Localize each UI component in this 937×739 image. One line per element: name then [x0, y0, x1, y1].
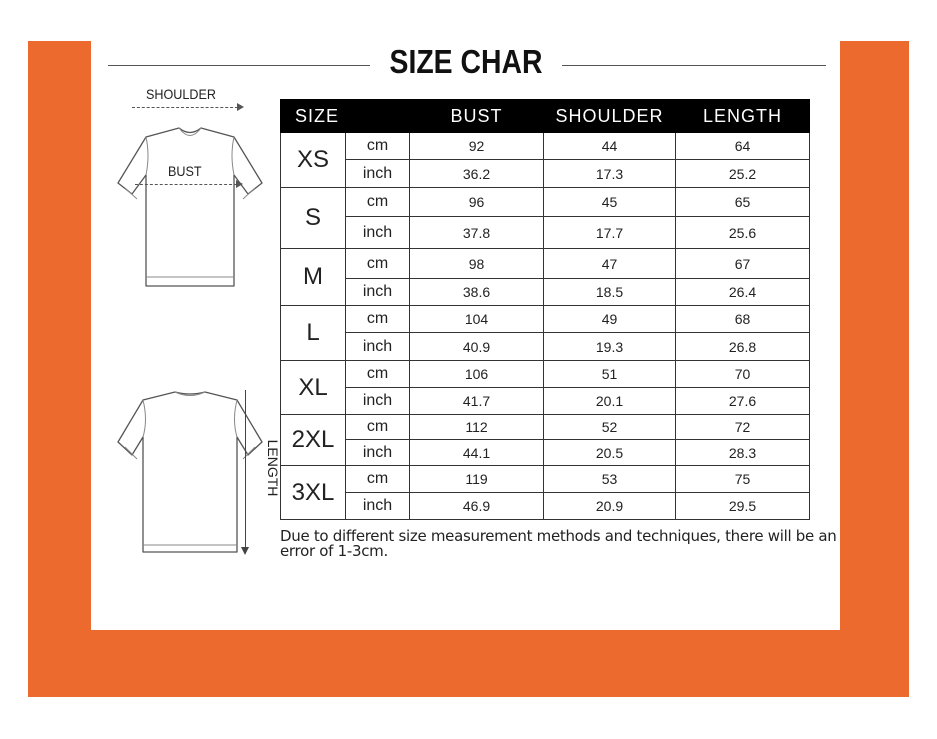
- unit-cm: cm: [346, 466, 410, 493]
- length-value: 27.6: [676, 388, 810, 415]
- bust-value: 44.1: [410, 440, 544, 466]
- shoulder-value: 51: [544, 361, 676, 388]
- size-label: S: [281, 188, 346, 249]
- bust-value: 92: [410, 133, 544, 160]
- size-label: 3XL: [281, 466, 346, 520]
- shoulder-value: 19.3: [544, 333, 676, 361]
- size-label: XS: [281, 133, 346, 188]
- shoulder-value: 20.9: [544, 493, 676, 520]
- length-value: 64: [676, 133, 810, 160]
- bust-label: BUST: [168, 163, 202, 179]
- length-value: 26.8: [676, 333, 810, 361]
- bust-value: 106: [410, 361, 544, 388]
- table-row: [281, 217, 810, 249]
- table-row: [281, 333, 810, 361]
- title-rule-left: [108, 65, 370, 66]
- length-value: 26.4: [676, 279, 810, 306]
- measurement-note: Due to different size measurement methods and techniques, there will be an error of 1-3cm.: [280, 527, 837, 560]
- bust-arrow-icon: [135, 184, 237, 185]
- size-label: M: [281, 249, 346, 306]
- page-title: SIZE CHAR: [389, 43, 543, 80]
- bust-value: 98: [410, 249, 544, 279]
- shoulder-value: 52: [544, 415, 676, 440]
- unit-cm: cm: [346, 415, 410, 440]
- shoulder-label: SHOULDER: [146, 86, 217, 102]
- table-row: [281, 133, 810, 160]
- table-row: [281, 249, 810, 279]
- size-table: [280, 99, 810, 520]
- unit-inch: inch: [346, 279, 410, 306]
- length-value: 65: [676, 188, 810, 217]
- table-row: [281, 188, 810, 217]
- length-value: 29.5: [676, 493, 810, 520]
- unit-inch: inch: [346, 333, 410, 361]
- shoulder-value: 18.5: [544, 279, 676, 306]
- table-row: [281, 279, 810, 306]
- unit-inch: inch: [346, 493, 410, 520]
- unit-inch: inch: [346, 388, 410, 415]
- bust-value: 37.8: [410, 217, 544, 249]
- length-value: 28.3: [676, 440, 810, 466]
- length-value: 25.6: [676, 217, 810, 249]
- title-rule-right: [562, 65, 826, 66]
- header-size: SIZE: [281, 100, 410, 133]
- table-row: [281, 361, 810, 388]
- length-value: 68: [676, 306, 810, 333]
- bust-value: 41.7: [410, 388, 544, 415]
- header-shoulder: SHOULDER: [544, 100, 676, 133]
- table-header-row: [281, 100, 810, 133]
- unit-cm: cm: [346, 188, 410, 217]
- shoulder-value: 20.5: [544, 440, 676, 466]
- shoulder-value: 47: [544, 249, 676, 279]
- length-label: LENGTH: [265, 439, 281, 497]
- table-row: [281, 493, 810, 520]
- header-bust: BUST: [410, 100, 544, 133]
- unit-inch: inch: [346, 160, 410, 188]
- bust-value: 46.9: [410, 493, 544, 520]
- back-tshirt-icon: [100, 385, 275, 557]
- shoulder-value: 17.3: [544, 160, 676, 188]
- shoulder-value: 44: [544, 133, 676, 160]
- table-row: [281, 388, 810, 415]
- unit-cm: cm: [346, 306, 410, 333]
- unit-cm: cm: [346, 249, 410, 279]
- table-row: [281, 415, 810, 440]
- shoulder-arrow-icon: [132, 107, 238, 108]
- unit-cm: cm: [346, 133, 410, 160]
- size-label: 2XL: [281, 415, 346, 466]
- unit-cm: cm: [346, 361, 410, 388]
- bust-value: 40.9: [410, 333, 544, 361]
- unit-inch: inch: [346, 440, 410, 466]
- shoulder-value: 45: [544, 188, 676, 217]
- bust-value: 36.2: [410, 160, 544, 188]
- table-row: [281, 466, 810, 493]
- bust-value: 104: [410, 306, 544, 333]
- shoulder-value: 53: [544, 466, 676, 493]
- length-value: 25.2: [676, 160, 810, 188]
- unit-inch: inch: [346, 217, 410, 249]
- length-value: 75: [676, 466, 810, 493]
- length-value: 70: [676, 361, 810, 388]
- bust-value: 38.6: [410, 279, 544, 306]
- front-tshirt-icon: [100, 115, 275, 287]
- shoulder-value: 17.7: [544, 217, 676, 249]
- size-label: L: [281, 306, 346, 361]
- size-label: XL: [281, 361, 346, 415]
- bust-value: 119: [410, 466, 544, 493]
- table-row: [281, 160, 810, 188]
- table-row: [281, 306, 810, 333]
- length-value: 72: [676, 415, 810, 440]
- bust-value: 96: [410, 188, 544, 217]
- length-value: 67: [676, 249, 810, 279]
- header-length: LENGTH: [676, 100, 810, 133]
- shoulder-value: 49: [544, 306, 676, 333]
- table-row: [281, 440, 810, 466]
- length-arrow-icon: [245, 390, 246, 548]
- bust-value: 112: [410, 415, 544, 440]
- shoulder-value: 20.1: [544, 388, 676, 415]
